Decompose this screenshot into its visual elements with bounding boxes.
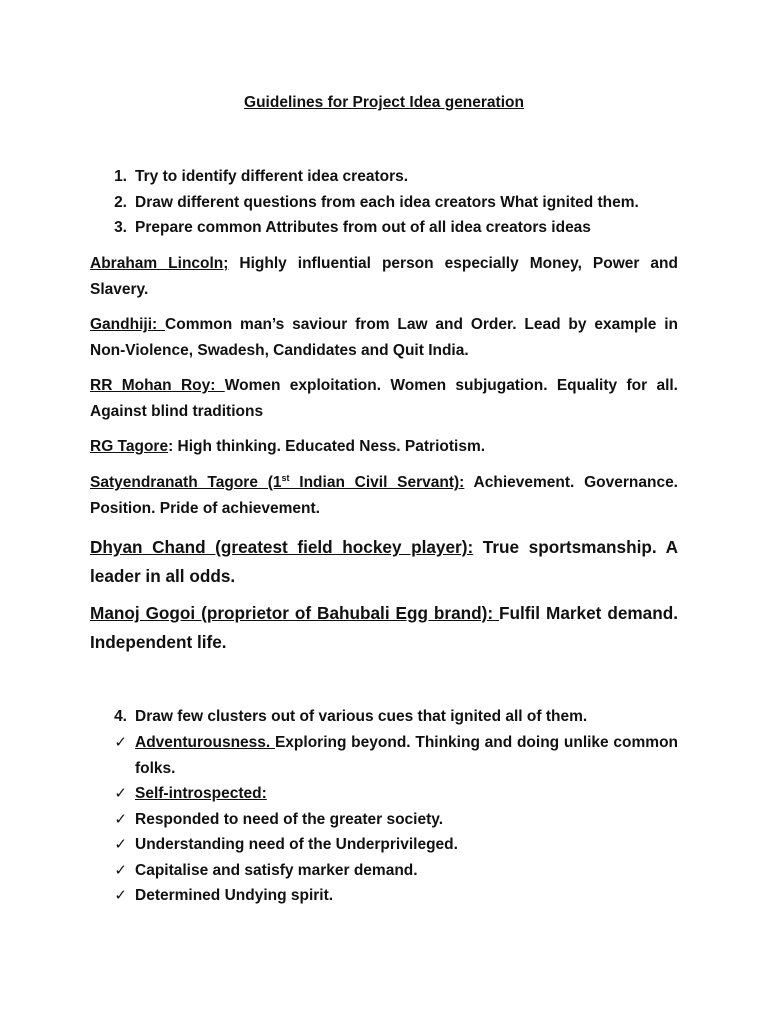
cluster-text: Capitalise and satisfy marker demand.: [135, 861, 418, 879]
list-number: 1.: [114, 168, 127, 185]
checklist-item: [90, 858, 678, 884]
checkmark-icon: ✓: [114, 835, 127, 853]
creator-gandhi: [90, 312, 678, 364]
list-text: Draw few clusters out of various cues that ignited all of them.: [135, 708, 588, 725]
checklist-item: [90, 730, 678, 781]
creator-description: Achievement. Governance. Position. Pride of achievement.: [90, 474, 678, 517]
cluster-text: Determined Undying spirit.: [135, 887, 334, 904]
steps-list: [90, 164, 678, 241]
ordinal-superscript: st: [281, 472, 290, 483]
list-item: [90, 164, 678, 190]
cluster-label: Adventurousness.: [135, 734, 275, 751]
creator-satyendranath: [90, 470, 678, 522]
list-text: Draw different questions from each idea creators What ignited them.: [135, 193, 639, 211]
checkmark-icon: ✓: [114, 809, 127, 828]
list-number: 4.: [114, 708, 127, 725]
checklist-text: [135, 883, 678, 909]
checkmark-icon: ✓: [114, 886, 127, 904]
creator-description: Women exploitation. Women subjugation. Equality for all. Against blind traditions: [90, 377, 678, 420]
list-number: 2.: [114, 193, 127, 211]
creator-name: Abraham Lincoln;: [90, 255, 229, 272]
checkmark-icon: ✓: [114, 860, 127, 879]
creator-name-part: Indian Civil Servant):: [289, 474, 465, 491]
checklist-text: [135, 807, 678, 833]
checklist-item: [90, 807, 678, 833]
creator-name: Gandhiji:: [90, 316, 166, 333]
creator-description: Highly influential person especially Money, Power and Slavery.: [90, 255, 678, 298]
checklist-text: [135, 730, 678, 781]
list-text: Prepare common Attributes from out of all idea creators ideas: [135, 219, 591, 236]
checklist-text: [135, 832, 678, 858]
list-item: [90, 704, 678, 730]
creator-name: RR Mohan Roy:: [90, 377, 225, 394]
creator-description: Fulfil Market demand. Independent life.: [90, 603, 678, 652]
creator-name: Manoj Gogoi (proprietor of Bahubali Egg brand):: [90, 603, 500, 623]
cluster-text: Exploring beyond. Thinking and doing unlike common folks.: [135, 734, 678, 777]
list-item: [90, 215, 678, 241]
list-text: Try to identify different idea creators.: [135, 168, 409, 185]
creator-name-part: Satyendranath Tagore (1: [90, 474, 282, 491]
checklist-text: [135, 781, 678, 807]
creator-name: Dhyan Chand (greatest field hockey player):: [90, 537, 474, 557]
creator-lincoln: [90, 251, 678, 303]
checklist-text: [135, 858, 678, 884]
checkmark-icon: ✓: [114, 733, 127, 751]
checkmark-icon: ✓: [114, 784, 127, 802]
creator-manoj: [90, 599, 678, 657]
creator-name: RG Tagore: [90, 438, 169, 455]
creator-description: : High thinking. Educated Ness. Patriotism.: [168, 438, 486, 455]
list-number: 3.: [114, 219, 127, 236]
step-four: [90, 704, 678, 730]
list-item: [90, 190, 678, 216]
creator-name: [90, 474, 464, 491]
creator-dhyan: [90, 533, 678, 591]
document-title: Guidelines for Project Idea generation: [244, 94, 524, 111]
cluster-text: Understanding need of the Underprivileged.: [135, 836, 458, 853]
cluster-label: Self-introspected:: [135, 785, 267, 802]
creator-tagore: [90, 434, 678, 460]
checklist-item: [90, 832, 678, 858]
creator-description: True sportsmanship. A leader in all odds.: [90, 537, 678, 586]
checklist-item: [90, 883, 678, 909]
checklist-item: [90, 781, 678, 807]
creator-description: Common man’s saviour from Law and Order. Lead by example in Non-Violence, Swadesh, Candidates and Quit India.: [90, 316, 679, 359]
clusters-list: [90, 730, 678, 909]
creator-roy: [90, 373, 678, 425]
cluster-text: Responded to need of the greater society.: [135, 810, 444, 828]
